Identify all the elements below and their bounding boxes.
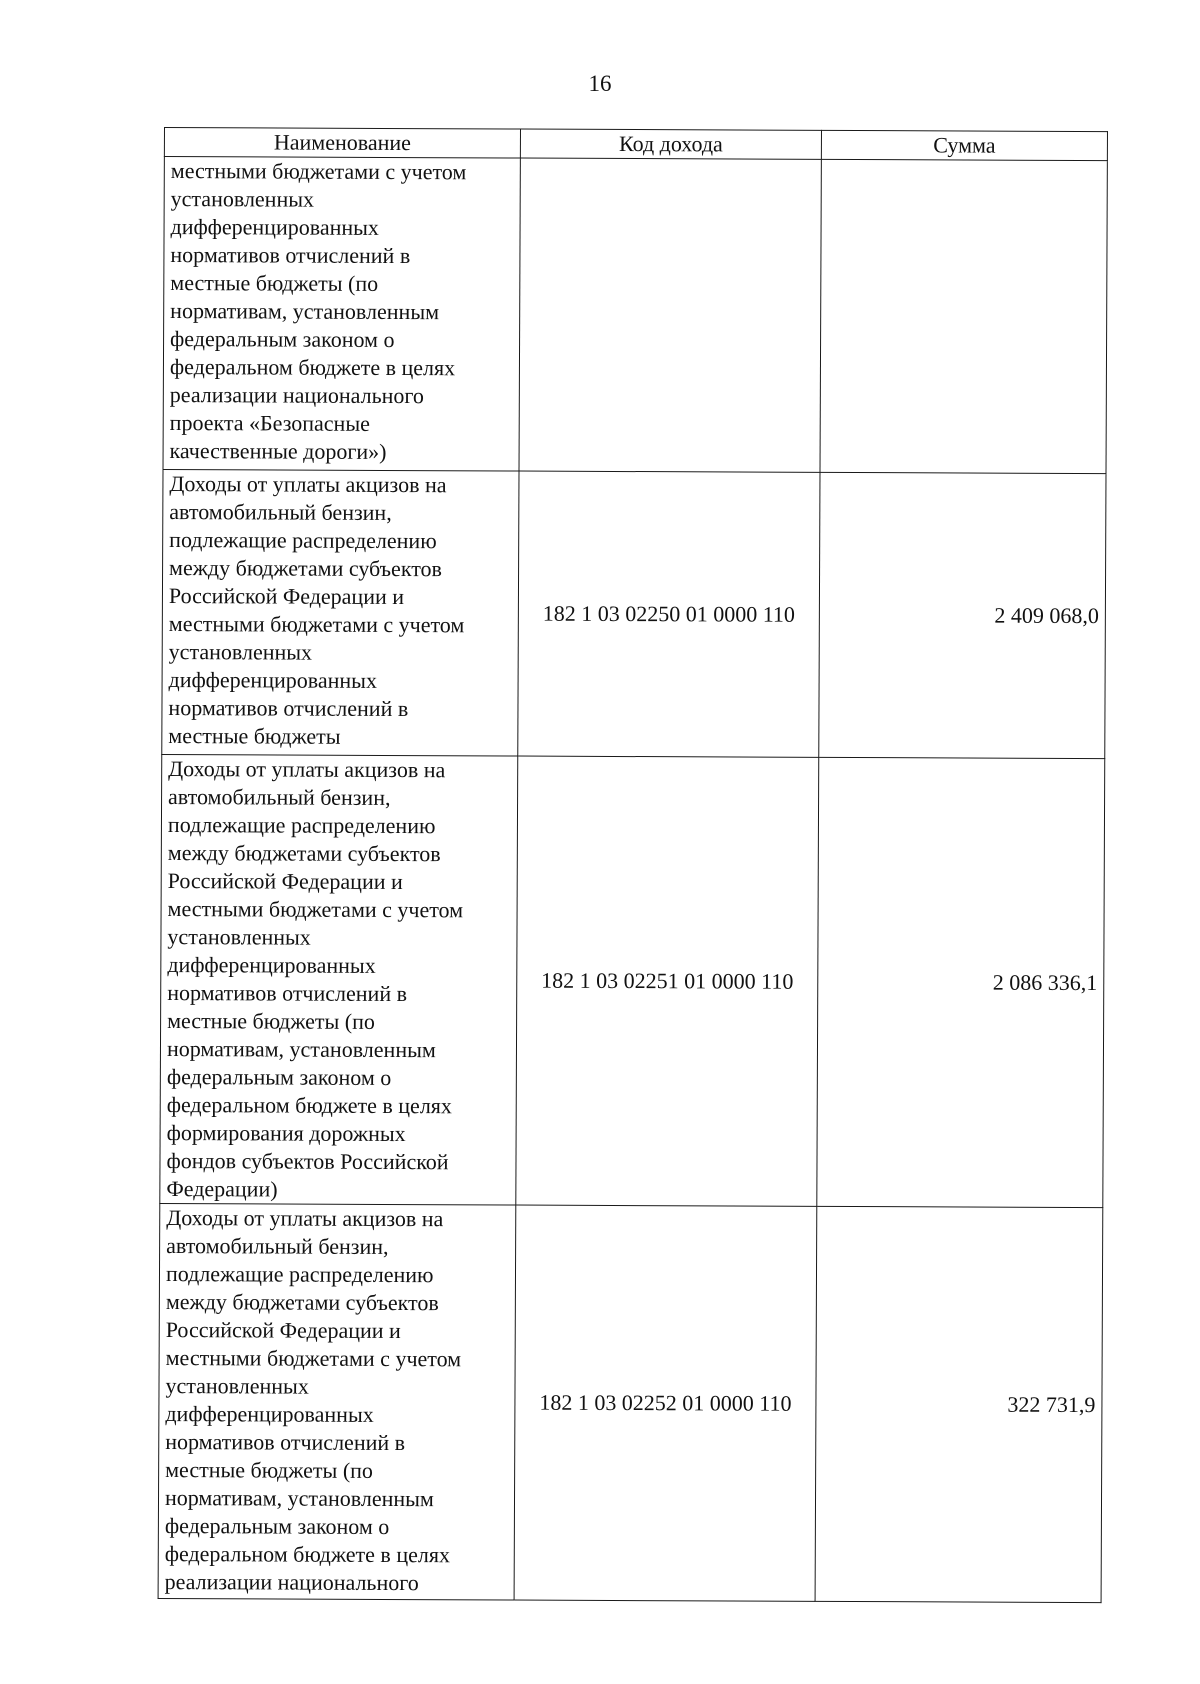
header-sum: Сумма (821, 130, 1107, 160)
table-row (162, 469, 1106, 758)
row-name-cell: Доходы от уплаты акцизов на автомобильный бензин, подлежащие распределению между бюджетами субъектов Российской Федерации и местными бюджетами с учетом установленных дифференцированных нормативов отчислений в местные бюджеты (по нормативам, установленным федеральным законом о федеральном бюджете в целях реализации национального (158, 1203, 516, 1600)
row-sum-cell: 322 731,9 (815, 1206, 1103, 1602)
table-header-row (164, 128, 1107, 161)
header-code: Код дохода (520, 129, 821, 159)
page-number: 16 (588, 71, 612, 96)
row-name-cell: Доходы от уплаты акцизов на автомобильный бензин, подлежащие распределению между бюджетами субъектов Российской Федерации и местными бюджетами с учетом установленных дифференцированных нормативов отчислений в местные бюджеты (162, 469, 519, 756)
header-name: Наименование (164, 128, 520, 159)
table-row (163, 157, 1107, 474)
table-row (158, 1203, 1103, 1602)
row-code-cell: 182 1 03 02251 01 0000 110 (516, 756, 819, 1206)
row-code-cell (519, 158, 821, 472)
row-code-cell: 182 1 03 02252 01 0000 110 (514, 1205, 817, 1601)
row-sum-cell: 2 086 336,1 (817, 757, 1105, 1207)
table-row (160, 754, 1105, 1207)
revenue-table (158, 127, 1108, 1603)
row-sum-cell: 2 409 068,0 (819, 472, 1106, 758)
row-name-cell: Доходы от уплаты акцизов на автомобильный бензин, подлежащие распределению между бюджетами субъектов Российской Федерации и местными бюджетами с учетом установленных дифференцированных нормативов отчислений в местные бюджеты (по нормативам, установленным федеральным законом о федеральном бюджете в целях формирования дорожных фондов субъектов Российской Федерации) (160, 754, 518, 1205)
row-sum-cell (820, 159, 1107, 473)
row-code-cell: 182 1 03 02250 01 0000 110 (518, 471, 820, 757)
row-name-cell: местными бюджетами с учетом установленных дифференцированных нормативов отчислений в местные бюджеты (по нормативам, установленным федеральным законом о федеральном бюджете в целях реализации национального проекта «Безопасные качественные дороги») (163, 157, 520, 472)
